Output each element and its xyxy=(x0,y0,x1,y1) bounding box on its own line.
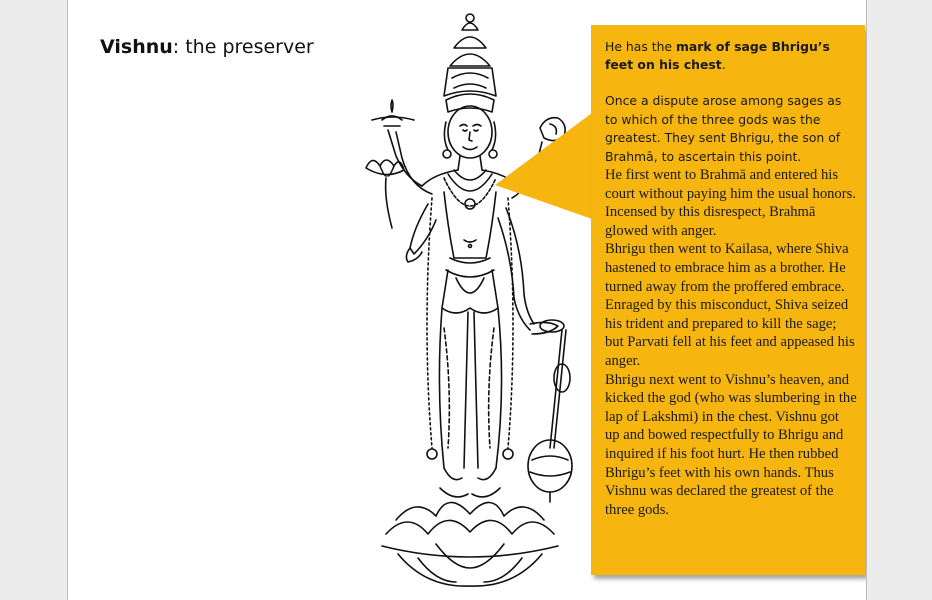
callout-text xyxy=(605,38,857,519)
crown xyxy=(444,14,496,112)
callout-pointer xyxy=(495,113,595,219)
story-vishnu: Bhrigu next went to Vishnu’s heaven, and kicked the god (who was slumbering in the lap of Lakshmi) in the chest. Vishnu got up and bowed respectfully to Bhrigu and inquired if his foot hurt. He then rubbed Bhrigu’s feet with his own hands. Thus Vishnu was declared the greatest of the three gods. xyxy=(605,371,857,518)
callout-lead xyxy=(605,38,857,74)
lead-suffix: . xyxy=(721,57,726,72)
story-brahma: He first went to Brahmā and entered his court without paying him the usual honors. Incensed by this disrespect, Brahmā glowed with anger. xyxy=(605,167,856,239)
story-shiva: Bhrigu then went to Kailasa, where Shiva hastened to embrace him as a brother. He turned away from the proffered embrace. Enraged by this misconduct, Shiva seized his trident and prepared to kill the sage; but Parvati fell at his feet and appeased his anger. xyxy=(605,241,855,369)
vishnu-illustration xyxy=(336,8,606,593)
mace-icon xyxy=(528,330,572,502)
story-intro: Once a dispute arose among sages as to which of the three gods was the greatest. They sent Bhrigu, the son of Brahmā, to ascertain this point. xyxy=(605,93,842,164)
lotus-icon xyxy=(366,160,404,228)
slide-title xyxy=(100,36,314,58)
slide xyxy=(67,0,867,600)
lead-prefix: He has the xyxy=(605,39,676,54)
title-rest: : the preserver xyxy=(172,36,314,58)
lead-bold: mark of sage Bhrigu’s feet on his chest xyxy=(605,39,830,72)
title-bold: Vishnu xyxy=(100,36,173,58)
callout-box xyxy=(591,25,865,575)
